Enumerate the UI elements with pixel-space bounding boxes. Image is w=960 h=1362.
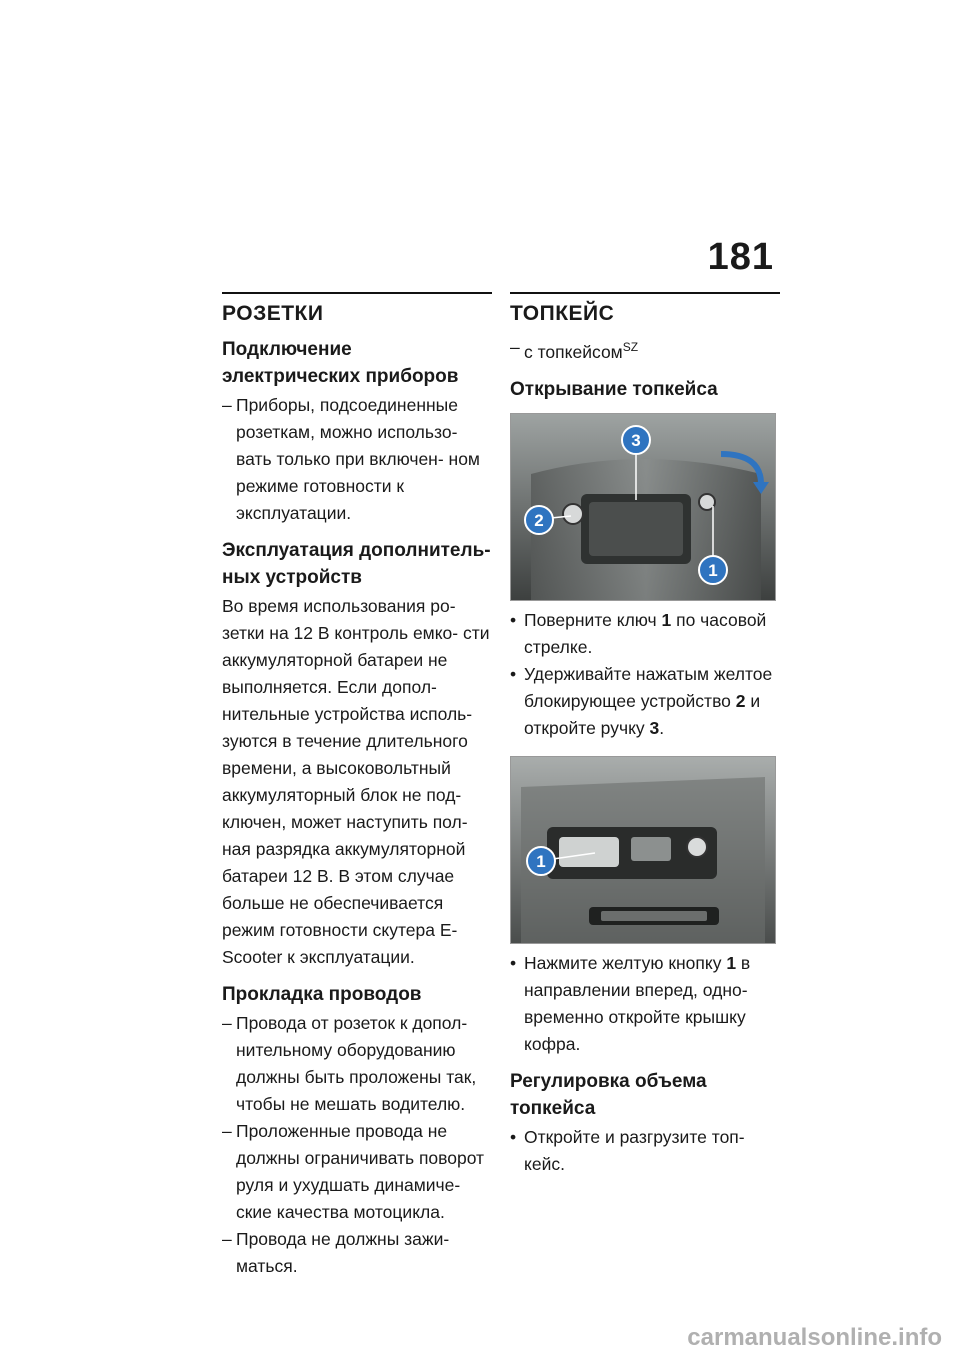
subheading-cable-routing: Прокладка проводов (222, 984, 422, 1005)
paragraph-additional-devices: Во время использования ро- зетки на 12 В контроль емко- сти аккумуляторной батареи не выполняется. Если допол- нительные устройства исполь- зуются в течение длительного времени, а высоковольтный аккумуляторный блок не под- ключен, может наступить пол- ная разрядка аккумуляторной батареи 12 В. В этом случае больше не обеспечивается режим готовности скутера E- Scooter к эксплуатации. (222, 596, 490, 967)
watermark: carmanualsonline.info (687, 1324, 942, 1351)
section-title-topcase: ТОПКЕЙС (510, 302, 615, 325)
option-text: с топкейсом (524, 341, 623, 362)
callout-label: 2 (534, 510, 544, 530)
section-rule (510, 292, 780, 294)
option-code: SZ (622, 340, 639, 354)
list-item: – Проложенные провода не должны ограничивать поворот руля и ухудшать динамиче- ские качества мотоцикла. (222, 1118, 492, 1226)
left-column (222, 292, 492, 1280)
option-line (510, 334, 780, 366)
instruction-open-unload: • Откройте и разгрузите топ- кейс. (510, 1124, 780, 1178)
topcase-button-illustration (511, 757, 775, 943)
topcase-handle-illustration (511, 414, 775, 600)
callout-label: 3 (631, 430, 641, 450)
right-column (510, 292, 780, 1178)
section-title-sockets: РОЗЕТКИ (222, 302, 324, 325)
subheading-connecting-devices: Подключение электрических приборов (222, 339, 459, 387)
instruction-press-button: • Нажмите желтую кнопку 1 в направлении вперед, одно- временно откройте крышку кофра. (510, 950, 780, 1058)
list-item: – Провода от розеток к допол- нительному оборудованию должны быть проложены так, чтобы не мешать водителю. (222, 1010, 492, 1118)
subheading-additional-devices: Эксплуатация дополнитель- ных устройств (222, 540, 491, 588)
subheading-adjust-volume: Регулировка объема топкейса (510, 1070, 707, 1119)
section-rule (222, 292, 492, 294)
figure-topcase-button (510, 756, 776, 944)
subheading-opening-topcase: Открывание топкейса (510, 378, 718, 400)
callout-label: 1 (708, 560, 718, 580)
instruction-turn-key: • Поверните ключ 1 по часовой стрелке. (510, 607, 780, 661)
list-item: – Провода не должны зажи- маться. (222, 1226, 492, 1280)
list-item: – Приборы, подсоединенные розеткам, можно использо- вать только при включен- ном режиме готовности к эксплуатации. (222, 392, 492, 527)
page-number: 181 (707, 236, 774, 278)
callout-label: 1 (536, 851, 546, 871)
figure-topcase-handle (510, 413, 776, 601)
instruction-hold-lock: • Удерживайте нажатым желтое блокирующее устройство 2 и откройте ручку 3. (510, 661, 780, 742)
